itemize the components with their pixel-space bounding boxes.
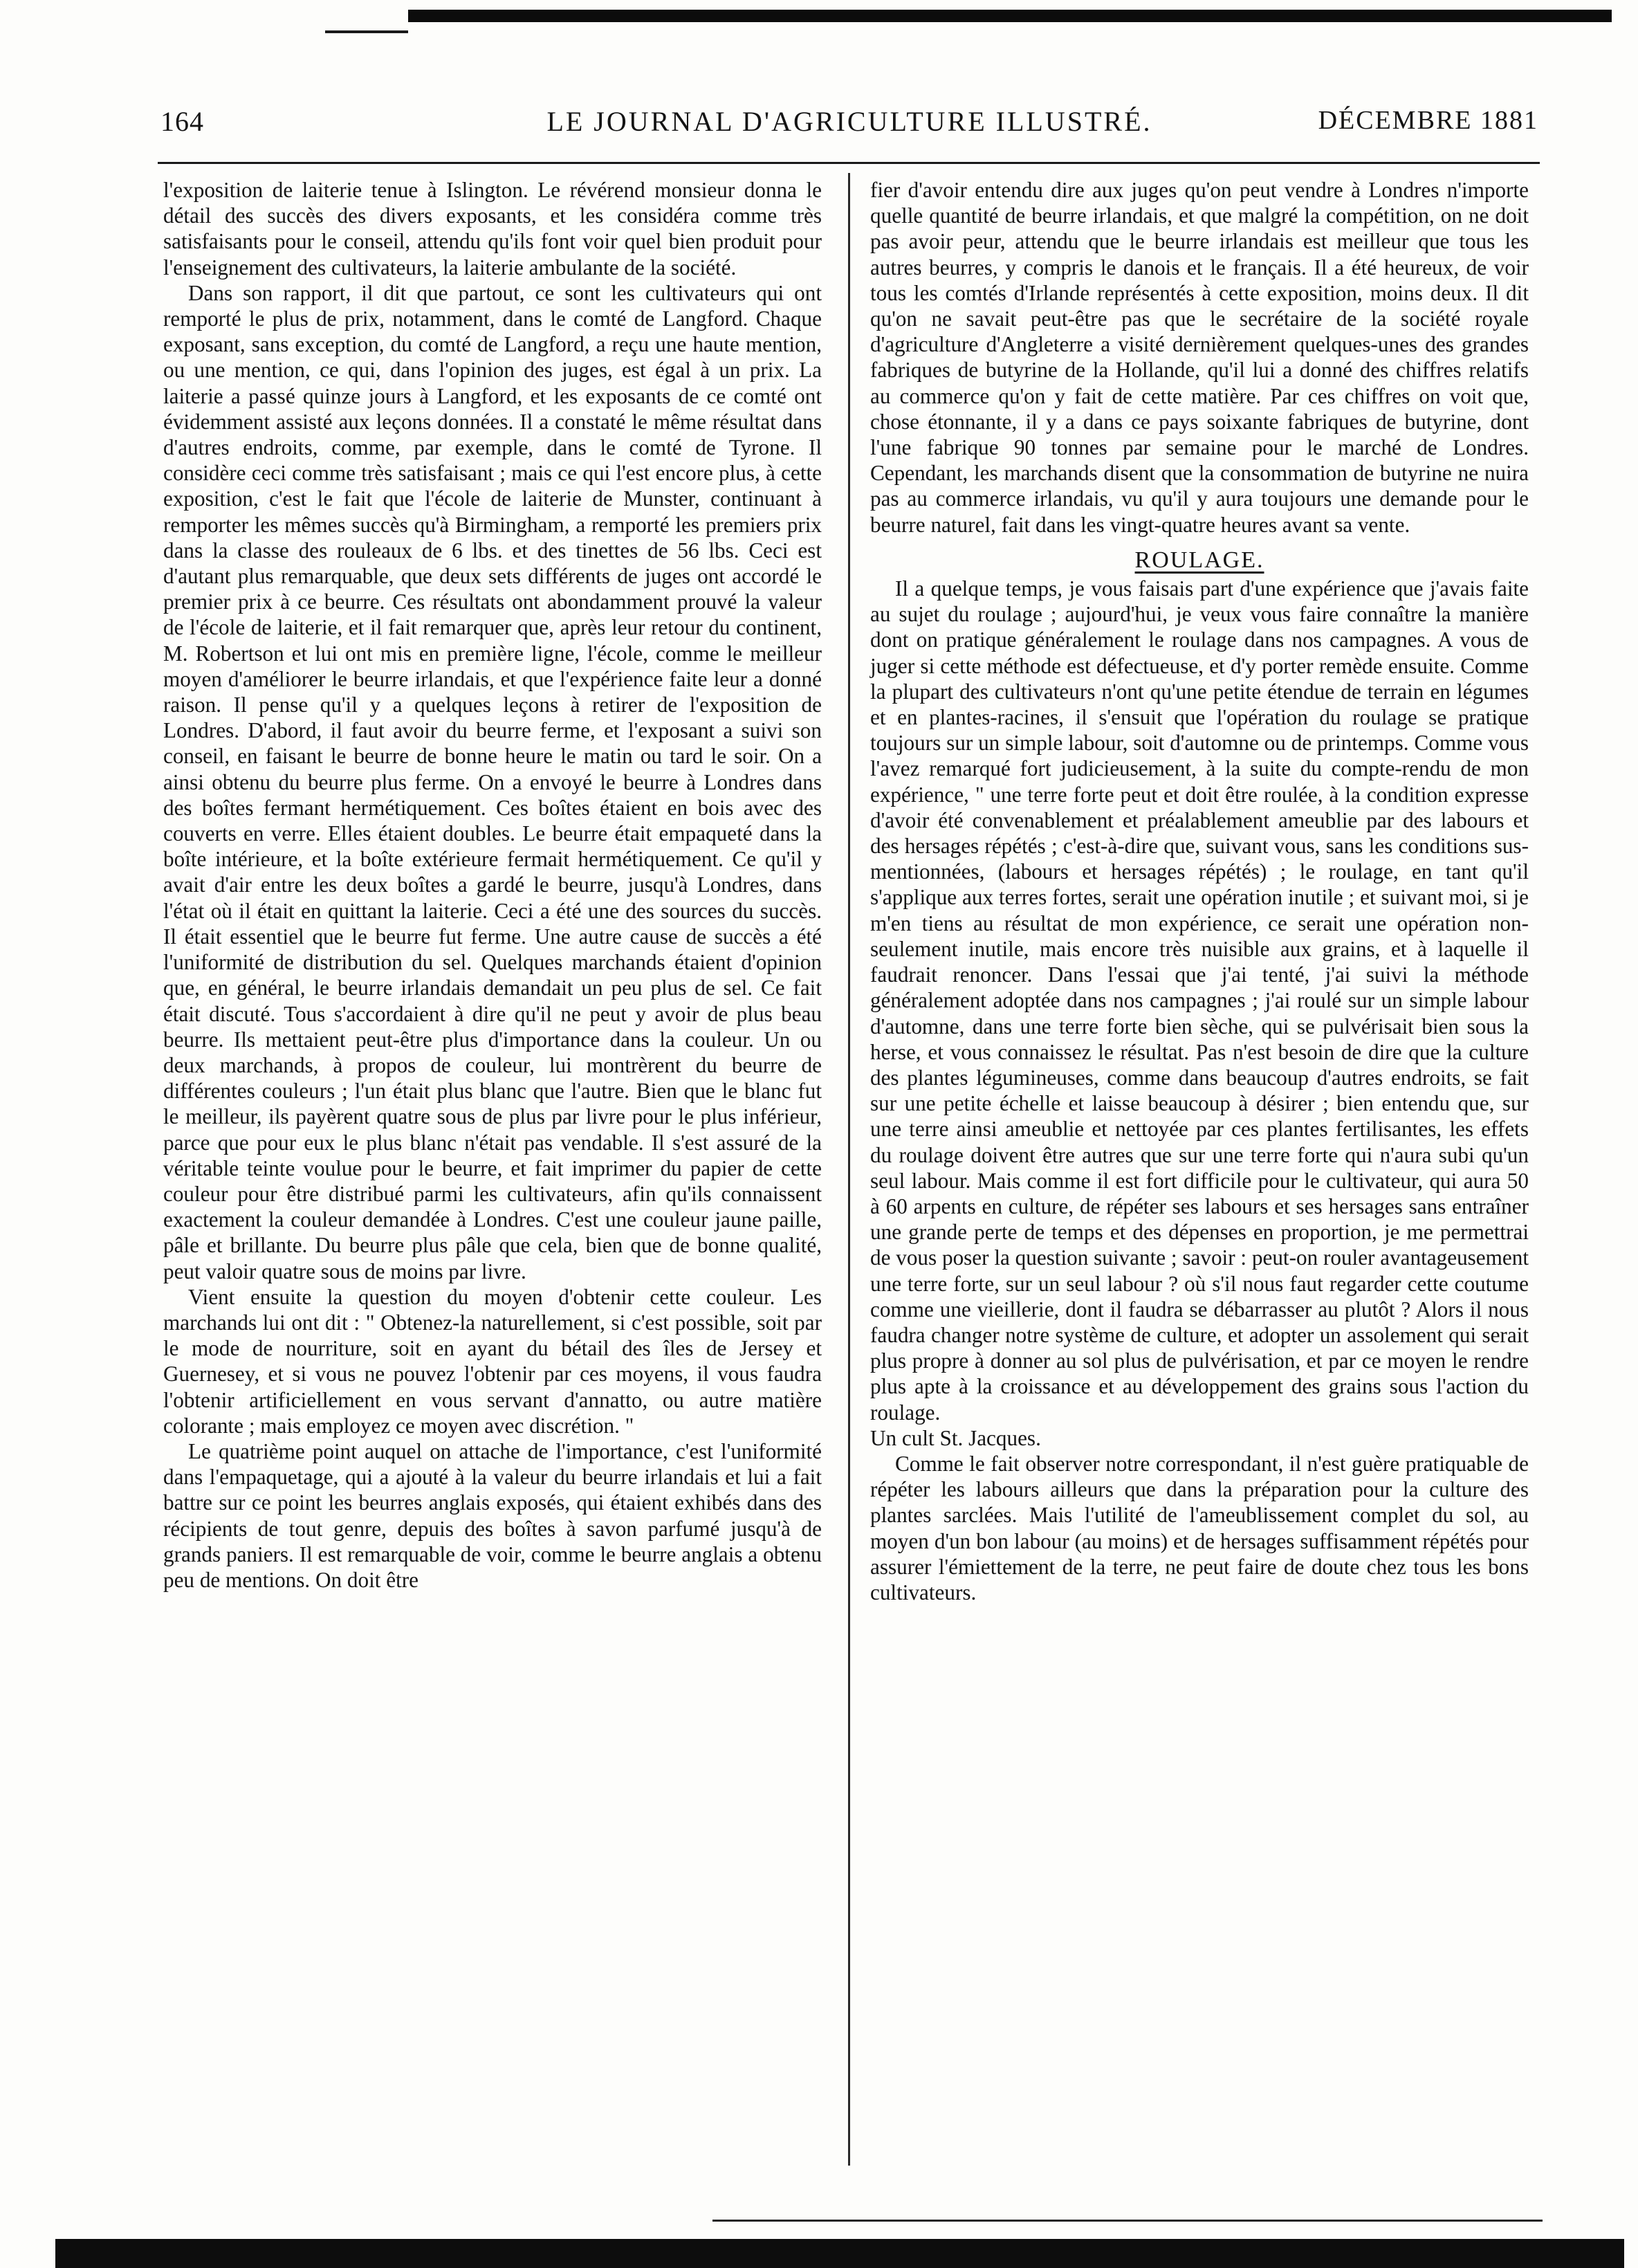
right-paragraph-1: fier d'avoir entendu dire aux juges qu'on peut vendre à Londres n'importe quelle quantité de beurre irlandais, et que malgré la compétition, on ne doit pas avoir peur, attendu que le beurre irlandais est meilleur que tous les autres beurres, y compris le danois et le français. Il a été heureux, de voir tous les comtés d'Irlande représentés à cette exposition, moins deux. Il dit qu'on ne savait peut-être pas que le secrétaire de la société royale d'agriculture d'Angleterre a visité dernièrement quelques-unes des grandes fabriques de butyrine de la Hollande, qu'il lui a donné des chiffres relatifs au commerce qu'on y fait de cette matière. Par ces chiffres on voit que, chose étonnante, il y a dans ce pays soixante fabriques de butyrine, dont l'une fabrique 90 tonnes par semaine pour le marché de Londres. Cependant, les marchands disent que la consommation de butyrine ne nuira pas au commerce irlandais, vu qu'il y aura toujours une demande pour le beurre naturel, fait dans les vingt-quatre heures avant sa vente. xyxy=(870,178,1529,537)
right-paragraph-2: Il a quelque temps, je vous faisais part d'une expérience que j'avais faite au sujet du roulage ; aujourd'hui, je veux vous faire connaître la manière dont on pratique généralement le roulage dans nos campagnes. A vous de juger si cette méthode est défectueuse, et d'y porter remède ensuite. Comme la plupart des cultivateurs n'ont qu'une petite étendue de terrain en légumes et en plantes-racines, il s'ensuit que l'opération du roulage se pratique toujours sur un simple labour, soit d'automne ou de printemps. Comme vous l'avez remarqué fort judicieusement, à la suite du compte-rendu de mon expérience, " une terre forte peut et doit être roulée, à la condition expresse d'avoir été convenablement et préalablement ameublie par des labours et des hersages répétés ; c'est-à-dire que, suivant vous, sans les conditions sus-mentionnées, (labours et hersages répétés) ; le roulage, en tant qu'il s'applique aux terres fortes, serait une opération inutile ; et suivant moi, si je m'en tiens au résultat de mon expérience, ce serait une opération non-seulement inutile, mais encore très nuisible aux grains, et à laquelle il faudrait renoncer. Dans l'essai que j'ai tenté, j'ai suivi la méthode généralement adoptée dans nos campagnes ; j'ai roulé sur un simple labour d'automne, dans une terre forte bien sèche, qui se pulvérisait bien sous la herse, et vous connaissez le résultat. Pas n'est besoin de dire que la culture des plantes légumineuses, comme dans beaucoup d'autres endroits, se fait sur une petite échelle et laisse beaucoup à désirer ; bien entendu que, sur une terre ainsi ameublie et nettoyée par ces plantes fertilisantes, les effets du roulage doivent être autres que sur une terre forte qui n'aura subi qu'un seul labour. Mais comme il est fort difficile pour le cultivateur, qui aura 50 à 60 arpents en culture, de répéter ses labours et ses hersages sans entraîner une grande perte de temps et des dépenses en proportion, je me permettrai de vous poser la question suivante ; savoir : peut-on rouler avantageusement une terre forte, sur un seul labour ? où s'il nous faut regarder cette coutume comme une vieillerie, dont il faudra se débarrasser au plutôt ? Alors il nous faudra changer notre système de culture, et adopter un assolement qui serait plus propre à donner au sol plus de pulvérisation, et par ce moyen le rendre plus apte à la croissance et au développement des grains sous l'action du roulage. xyxy=(870,576,1529,1425)
right-paragraph-3: Comme le fait observer notre correspondant, il n'est guère pratiquable de répéter les labours ailleurs que dans la préparation pour la culture des plantes sarclées. Mais l'utilité de l'ameublissement complet du sol, au moyen d'un bon labour (au moins) et de hersages suffisamment répétés pour assurer l'émiettement de la terre, ne peut faire de doute chez tous les bons cultivateurs. xyxy=(870,1451,1529,1604)
left-paragraph-4: Le quatrième point auquel on attache de l'importance, c'est l'uniformité dans l'empaquetage, qui a ajouté à la valeur du beurre irlandais et lui a fait battre sur ce point les beurres anglais exposés, qui étaient exhibés dans des récipients de tout genre, depuis des boîtes à savon parfumé jusqu'à de grands paniers. Il est remarquable de voir, comme le beurre anglais a obtenu peu de mentions. On doit être xyxy=(163,1438,822,1592)
article-signature: Un cult St. Jacques. xyxy=(870,1425,1041,1450)
top-thin-rule xyxy=(325,30,408,33)
left-paragraph-3: Vient ensuite la question du moyen d'obtenir cette couleur. Les marchands lui ont dit : " Obtenez-la naturellement, si c'est possible, soit par le mode de nourriture, soit en ayant du bétail des îles de Jersey et Guernesey, et si vous ne pouvez l'obtenir par ces moyens, il vous faudra l'obtenir artificiellement en vous servant d'annatto, ou autre matière colorante ; mais employez ce moyen avec discrétion. " xyxy=(163,1284,822,1438)
column-divider xyxy=(848,173,850,2166)
page-header xyxy=(160,105,1538,147)
top-black-bar xyxy=(408,10,1612,22)
left-column xyxy=(163,177,822,1593)
header-rule xyxy=(158,162,1540,164)
left-paragraph-1: l'exposition de laiterie tenue à Islington. Le révérend monsieur donna le détail des succès des divers exposants, et les considéra comme très satisfaisants pour le conseil, attendu qu'ils font voir quel bien produit pour l'enseignement des cultivateurs, la laiterie ambulante de la société. xyxy=(163,178,822,280)
journal-title: LE JOURNAL D'AGRICULTURE ILLUSTRÉ. xyxy=(546,106,1152,137)
bottom-thin-rule xyxy=(712,2220,1543,2222)
right-column xyxy=(870,177,1529,1605)
page-number: 164 xyxy=(160,106,204,137)
issue-date: DÉCEMBRE 1881 xyxy=(1318,106,1538,135)
bottom-black-bar xyxy=(55,2239,1624,2268)
left-paragraph-2: Dans son rapport, il dit que partout, ce sont les cultivateurs qui ont remporté le plus de prix, notamment, dans le comté de Langford. Chaque exposant, sans exception, du comté de Langford, a reçu une haute mention, ou une mention, ce qui, dans l'opinion des juges, est égal à un prix. La laiterie a passé quinze jours à Langford, et les exposants de ce comté ont évidemment assisté aux leçons données. Il a constaté le même résultat dans d'autres endroits, comme, par exemple, dans le comté de Tyrone. Il considère ceci comme très satisfaisant ; mais ce qui l'est encore plus, à cette exposition, c'est le fait que l'école de laiterie de Munster, continuant à remporter les mêmes succès qu'à Birmingham, a remporté les premiers prix dans la classe des rouleaux de 6 lbs. et des tinettes de 56 lbs. Ceci est d'autant plus remarquable, que deux sets différents de juges ont accordé le premier prix à ce beurre. Ces résultats ont abondamment prouvé la valeur de l'école de laiterie, et il fait remarquer que, après leur retour du continent, M. Robertson et lui ont mis en première ligne, l'école, comme le meilleur moyen d'améliorer le beurre irlandais, et que l'expérience faite leur a donné raison. Il pense qu'il y a quelques leçons à retirer de l'exposition de Londres. D'abord, il faut avoir du beurre ferme, et l'exposant a suivi son conseil, en faisant le beurre de bonne heure le matin ou tard le soir. On a ainsi obtenu du beurre plus ferme. On a envoyé le beurre à Londres dans des boîtes fermant hermétiquement. Ces boîtes étaient en bois avec des couverts en verre. Elles étaient doubles. Le beurre était empaqueté dans la boîte intérieure, et la boîte extérieure fermait hermétiquement. Ce qu'il y avait d'air entre les deux boîtes a gardé le beurre, jusqu'à Londres, dans l'état où il était en quittant la laiterie. Ceci a été une des sources du succès. Il était essentiel que le beurre fut ferme. Une autre cause de succès a été l'uniformité de distribution du sel. Quelques marchands étaient d'opinion que, en général, le beurre irlandais demandait un peu plus de sel. Ce fait était discuté. Tous s'accordaient à dire qu'il ne peut y avoir de plus beau beurre. Ils mettaient peut-être plus d'importance dans la couleur. Un ou deux marchands, à propos de couleur, lui montrèrent du beurre de différentes couleurs ; l'un était plus blanc que l'autre. Bien que le blanc fut le meilleur, ils payèrent quatre sous de plus par livre pour le plus inférieur, parce que pour eux le plus blanc n'était pas vendable. Il s'est assuré de la véritable teinte voulue pour le beurre, et fait imprimer du papier de cette couleur pour être distribué parmi les cultivateurs, afin qu'ils connaissent exactement la couleur demandée à Londres. C'est une couleur jaune paille, pâle et brillante. Du beurre plus pâle que cela, bien que de bonne qualité, peut valoir quatre sous de moins par livre. xyxy=(163,280,822,1283)
section-title-roulage: ROULAGE. xyxy=(1134,547,1264,573)
